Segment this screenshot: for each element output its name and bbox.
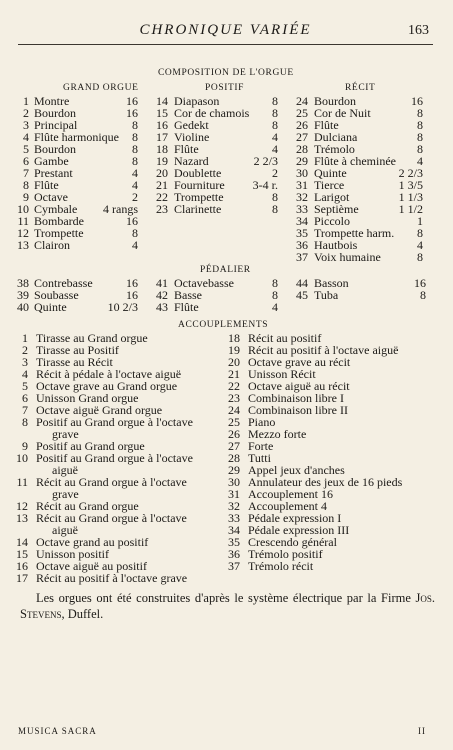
stop-number: 43 [156, 300, 168, 314]
builder-note-text: Les orgues ont été construites d'après le système électrique par la Firme [36, 591, 411, 605]
stop-number: 14 [156, 94, 168, 108]
coupler-number: 24 [228, 403, 240, 417]
stop-number: 9 [23, 190, 29, 204]
stop-number: 18 [156, 142, 168, 156]
stop-pitch: 16 [126, 106, 138, 120]
running-header [18, 16, 433, 46]
coupler-number: 34 [228, 523, 240, 537]
stop-number: 8 [23, 178, 29, 192]
stop-pitch: 3-4 r. [252, 178, 278, 192]
stop-name: Bourdon [34, 106, 76, 120]
coupler-number: 5 [22, 379, 28, 393]
stop-number: 35 [296, 226, 308, 240]
stop-number: 16 [156, 118, 168, 132]
stop-pitch: 8 [417, 250, 423, 264]
stop-pitch: 8 [272, 94, 278, 108]
stop-pitch: 8 [417, 130, 423, 144]
stop-number: 12 [17, 226, 29, 240]
stop-pitch: 4 [132, 166, 138, 180]
stop-name: Clairon [34, 238, 70, 252]
coupler-text: Octave aiguë Grand orgue [36, 403, 163, 417]
coupler-number: 25 [228, 415, 240, 429]
stop-name: Bourdon [314, 94, 356, 108]
stop-name: Octavebasse [174, 276, 234, 290]
stop-pitch: 4 [132, 178, 138, 192]
stop-number: 31 [296, 178, 308, 192]
stop-pitch: 16 [414, 276, 426, 290]
stop-number: 13 [17, 238, 29, 252]
stop-number: 45 [296, 288, 308, 302]
stop-number: 21 [156, 178, 168, 192]
coupler-text: Trémolo positif [248, 547, 323, 561]
recit-heading: RÉCIT [345, 83, 376, 93]
stop-name: Basse [174, 288, 202, 302]
coupler-text: Positif au Grand orgue à l'octave [36, 415, 193, 429]
stop-number: 24 [296, 94, 308, 108]
stop-pitch: 8 [132, 154, 138, 168]
coupler-number: 1 [22, 331, 28, 345]
stop-name: Septième [314, 202, 359, 216]
coupler-number: 10 [16, 451, 28, 465]
coupler-text: Octave grave au Grand orgue [36, 379, 178, 393]
stop-pitch: 8 [132, 142, 138, 156]
stop-name: Bombarde [34, 214, 84, 228]
stop-number: 22 [156, 190, 168, 204]
pedalier-heading: PÉDALIER [200, 265, 251, 275]
stop-name: Cor de chamois [174, 106, 250, 120]
coupler-text: Piano [248, 415, 276, 429]
header-rule [18, 44, 433, 45]
stop-pitch: 1 1/2 [398, 202, 423, 216]
stop-name: Flûte à cheminée [314, 154, 396, 168]
coupler-number: 7 [22, 403, 28, 417]
composition-title: COMPOSITION DE L'ORGUE [158, 68, 294, 78]
coupler-text: Récit à pédale à l'octave aiguë [36, 367, 182, 381]
stop-number: 25 [296, 106, 308, 120]
stop-pitch: 16 [126, 94, 138, 108]
coupler-number: 3 [22, 355, 28, 369]
coupler-text: Tirasse au Positif [36, 343, 119, 357]
coupler-number: 31 [228, 487, 240, 501]
stop-name: Trompette harm. [314, 226, 395, 240]
stop-number: 33 [296, 202, 308, 216]
stop-pitch: 16 [126, 276, 138, 290]
stop-pitch: 8 [272, 190, 278, 204]
stop-name: Gambe [34, 154, 69, 168]
coupler-text: Récit au Grand orgue à l'octave [36, 475, 187, 489]
coupler-number: 22 [228, 379, 240, 393]
stop-name: Flûte [174, 300, 199, 314]
coupler-number: 14 [16, 535, 28, 549]
stop-pitch: 4 [132, 238, 138, 252]
stop-row [150, 203, 278, 216]
stop-name: Fourniture [174, 178, 225, 192]
stop-number: 4 [23, 130, 29, 144]
coupler-text-continuation: aiguë [52, 523, 78, 537]
stop-number: 36 [296, 238, 308, 252]
stop-pitch: 2 [272, 166, 278, 180]
coupler-number: 20 [228, 355, 240, 369]
stop-number: 29 [296, 154, 308, 168]
stop-number: 39 [17, 288, 29, 302]
coupler-number: 27 [228, 439, 240, 453]
stop-name: Cymbale [34, 202, 78, 216]
stop-number: 3 [23, 118, 29, 132]
stop-pitch: 4 [272, 130, 278, 144]
coupler-number: 9 [22, 439, 28, 453]
stop-name: Contrebasse [34, 276, 93, 290]
stop-name: Piccolo [314, 214, 350, 228]
coupler-text: Octave grand au positif [36, 535, 149, 549]
coupler-number: 29 [228, 463, 240, 477]
stop-name: Trémolo [314, 142, 355, 156]
coupler-text: Pédale expression I [248, 511, 342, 525]
stop-number: 40 [17, 300, 29, 314]
stop-name: Cor de Nuit [314, 106, 371, 120]
coupler-number: 17 [16, 571, 28, 585]
stop-number: 2 [23, 106, 29, 120]
coupler-number: 33 [228, 511, 240, 525]
stop-row [14, 301, 138, 314]
stop-pitch: 1 3/5 [398, 178, 423, 192]
stop-pitch: 8 [417, 106, 423, 120]
coupler-number: 2 [22, 343, 28, 357]
coupler-text: Accouplement 4 [248, 499, 327, 513]
stop-name: Flûte [314, 118, 339, 132]
stop-number: 26 [296, 118, 308, 132]
coupler-number: 21 [228, 367, 240, 381]
coupler-number: 32 [228, 499, 240, 513]
stop-number: 11 [17, 214, 29, 228]
stop-name: Prestant [34, 166, 73, 180]
coupler-number: 11 [16, 475, 28, 489]
stop-pitch: 8 [132, 130, 138, 144]
coupler-text: Appel jeux d'anches [248, 463, 345, 477]
stop-pitch: 16 [126, 288, 138, 302]
stop-pitch: 1 [417, 214, 423, 228]
coupler-number: 35 [228, 535, 240, 549]
stop-number: 38 [17, 276, 29, 290]
stop-pitch: 2 [132, 190, 138, 204]
stop-number: 7 [23, 166, 29, 180]
stop-name: Hautbois [314, 238, 358, 252]
stop-name: Flûte harmonique [34, 130, 119, 144]
coupler-text: Récit au positif à l'octave aiguë [248, 343, 399, 357]
coupler-number: 4 [22, 367, 28, 381]
stop-number: 6 [23, 154, 29, 168]
stop-pitch: 8 [132, 118, 138, 132]
coupler-text: Récit au positif [248, 331, 322, 345]
coupler-text: Mezzo forte [248, 427, 307, 441]
coupler-text: Octave grave au récit [248, 355, 351, 369]
stop-pitch: 2 2/3 [398, 166, 423, 180]
stop-name: Trompette [34, 226, 84, 240]
stop-pitch: 16 [411, 94, 423, 108]
stop-number: 20 [156, 166, 168, 180]
stop-name: Principal [34, 118, 78, 132]
footer-signature: II [418, 726, 426, 736]
stop-number: 37 [296, 250, 308, 264]
coupler-text: Positif au Grand orgue à l'octave [36, 451, 193, 465]
stop-number: 44 [296, 276, 308, 290]
page-number: 163 [408, 23, 429, 38]
coupler-number: 12 [16, 499, 28, 513]
coupler-text: Récit au positif à l'octave grave [36, 571, 188, 585]
stop-pitch: 4 rangs [103, 202, 138, 216]
grand-orgue-heading: GRAND ORGUE [63, 83, 139, 93]
stop-name: Larigot [314, 190, 350, 204]
coupler-text: Annulateur des jeux de 16 pieds [248, 475, 403, 489]
stop-number: 28 [296, 142, 308, 156]
stop-number: 41 [156, 276, 168, 290]
stop-pitch: 8 [272, 276, 278, 290]
coupler-text: Tirasse au Grand orgue [36, 331, 148, 345]
stop-number: 15 [156, 106, 168, 120]
coupler-number: 37 [228, 559, 240, 573]
coupler-text: Récit au Grand orgue [36, 499, 139, 513]
coupler-text: Unisson positif [36, 547, 110, 561]
coupler-text-continuation: grave [52, 427, 79, 441]
stop-pitch: 8 [417, 226, 423, 240]
coupler-text: Positif au Grand orgue [36, 439, 145, 453]
stop-name: Quinte [34, 300, 67, 314]
stop-row [14, 239, 138, 252]
coupler-number: 19 [228, 343, 240, 357]
builder-firm-place: , Duffel. [61, 607, 104, 621]
coupler-number: 28 [228, 451, 240, 465]
builder-firm-name: Jos. Stevens [20, 591, 435, 621]
stop-name: Clarinette [174, 202, 222, 216]
coupler-text: Trémolo récit [248, 559, 314, 573]
stop-name: Montre [34, 94, 70, 108]
stop-name: Doublette [174, 166, 222, 180]
coupler-row [14, 572, 224, 585]
builder-note [20, 590, 435, 622]
stop-name: Voix humaine [314, 250, 381, 264]
coupler-text: Combinaison libre I [248, 391, 344, 405]
coupler-number: 8 [22, 415, 28, 429]
stop-pitch: 8 [417, 142, 423, 156]
stop-row [290, 289, 426, 302]
stop-pitch: 4 [417, 238, 423, 252]
stop-name: Octave [34, 190, 68, 204]
stop-name: Nazard [174, 154, 209, 168]
stop-pitch: 16 [126, 214, 138, 228]
stop-name: Flûte [174, 142, 199, 156]
stop-number: 34 [296, 214, 308, 228]
coupler-text: Octave aiguë au positif [36, 559, 147, 573]
coupler-text: Tutti [248, 451, 271, 465]
coupler-text: Pédale expression III [248, 523, 350, 537]
stop-pitch: 4 [272, 142, 278, 156]
stop-number: 17 [156, 130, 168, 144]
stop-name: Basson [314, 276, 349, 290]
accouplements-heading: ACCOUPLEMENTS [178, 320, 269, 330]
stop-number: 1 [23, 94, 29, 108]
stop-number: 27 [296, 130, 308, 144]
coupler-number: 13 [16, 511, 28, 525]
stop-name: Tierce [314, 178, 345, 192]
stop-name: Tuba [314, 288, 339, 302]
stop-name: Trompette [174, 190, 224, 204]
stop-pitch: 10 2/3 [107, 300, 138, 314]
stop-name: Flûte [34, 178, 59, 192]
stop-name: Gedekt [174, 118, 209, 132]
stop-pitch: 8 [132, 226, 138, 240]
stop-name: Quinte [314, 166, 347, 180]
stop-name: Soubasse [34, 288, 79, 302]
coupler-number: 15 [16, 547, 28, 561]
stop-pitch: 4 [272, 300, 278, 314]
stop-pitch: 8 [272, 202, 278, 216]
stop-number: 30 [296, 166, 308, 180]
stop-pitch: 1 1/3 [398, 190, 423, 204]
stop-row [290, 251, 423, 264]
coupler-number: 18 [228, 331, 240, 345]
coupler-text: Octave aiguë au récit [248, 379, 350, 393]
stop-pitch: 4 [417, 154, 423, 168]
stop-number: 5 [23, 142, 29, 156]
stop-number: 10 [17, 202, 29, 216]
stop-name: Violine [174, 130, 210, 144]
stop-name: Dulciana [314, 130, 358, 144]
coupler-text: Combinaison libre II [248, 403, 348, 417]
coupler-text-continuation: aiguë [52, 463, 78, 477]
stop-pitch: 2 2/3 [253, 154, 278, 168]
coupler-text: Récit au Grand orgue à l'octave [36, 511, 187, 525]
running-title: CHRONIQUE VARIÉE [139, 22, 312, 38]
stop-number: 19 [156, 154, 168, 168]
stop-pitch: 8 [420, 288, 426, 302]
coupler-number: 30 [228, 475, 240, 489]
stop-name: Bourdon [34, 142, 76, 156]
coupler-text: Tirasse au Récit [36, 355, 113, 369]
coupler-text: Unisson Grand orgue [36, 391, 139, 405]
positif-heading: POSITIF [205, 83, 245, 93]
stop-pitch: 8 [417, 118, 423, 132]
coupler-text: Unisson Récit [248, 367, 316, 381]
stop-number: 23 [156, 202, 168, 216]
coupler-text: Accouplement 16 [248, 487, 333, 501]
stop-number: 32 [296, 190, 308, 204]
stop-pitch: 8 [272, 288, 278, 302]
footer-journal: MUSICA SACRA [18, 726, 97, 736]
coupler-number: 36 [228, 547, 240, 561]
coupler-number: 16 [16, 559, 28, 573]
coupler-number: 23 [228, 391, 240, 405]
stop-pitch: 8 [272, 106, 278, 120]
coupler-text-continuation: grave [52, 487, 79, 501]
stop-number: 42 [156, 288, 168, 302]
coupler-number: 26 [228, 427, 240, 441]
stop-row [150, 301, 278, 314]
coupler-number: 6 [22, 391, 28, 405]
coupler-text: Crescendo général [248, 535, 337, 549]
coupler-text: Forte [248, 439, 274, 453]
coupler-row [226, 560, 436, 573]
stop-name: Diapason [174, 94, 220, 108]
stop-pitch: 8 [272, 118, 278, 132]
